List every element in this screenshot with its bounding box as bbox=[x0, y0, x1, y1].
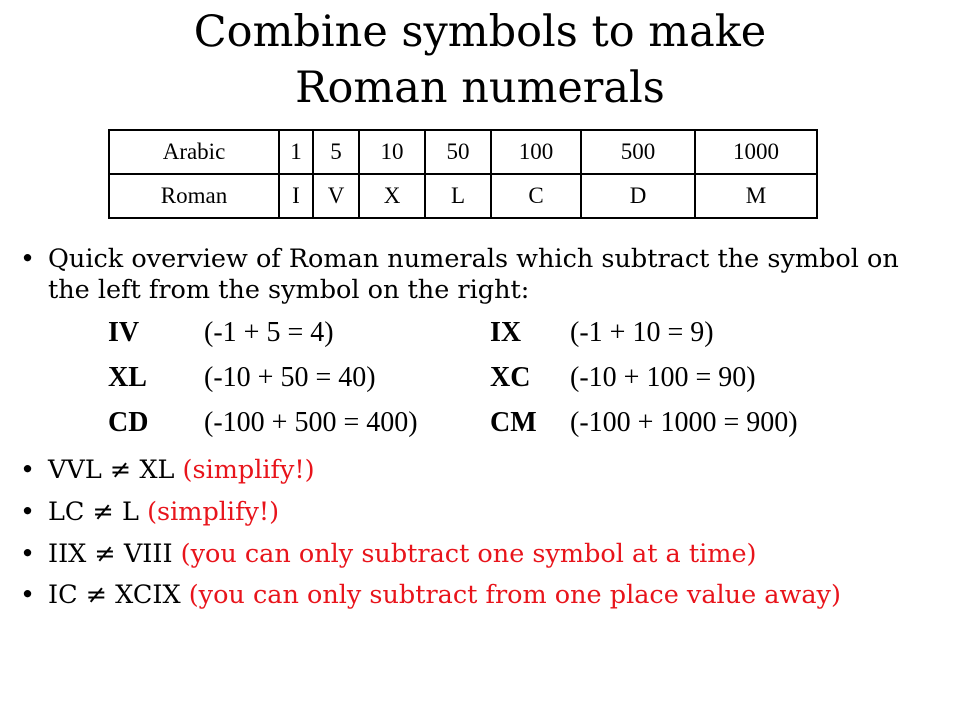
bullet-main-text: IC ≠ XCIX bbox=[48, 580, 181, 610]
bullet-item bbox=[18, 491, 948, 533]
table-cell: D bbox=[581, 174, 695, 218]
example-symbol: XL bbox=[108, 362, 147, 393]
slide-title-line-2: Roman numerals bbox=[295, 63, 665, 113]
example-expression: (-100 + 1000 = 900) bbox=[570, 407, 798, 438]
table-cell: 500 bbox=[581, 130, 695, 174]
example-expression: (-1 + 5 = 4) bbox=[204, 317, 334, 348]
subtraction-examples bbox=[108, 310, 948, 445]
bullet-main-text: IIX ≠ VIII bbox=[48, 539, 173, 569]
bullet-intro: • Quick overview of Roman numerals which subtract the symbol on the left from the symbol on the right: bbox=[18, 244, 948, 306]
example-expression: (-100 + 500 = 400) bbox=[204, 407, 418, 438]
example-symbol: CM bbox=[490, 407, 537, 438]
bullet-note: (simplify!) bbox=[147, 497, 280, 527]
table-cell: 50 bbox=[425, 130, 491, 174]
table-cell: C bbox=[491, 174, 581, 218]
table-cell: V bbox=[313, 174, 359, 218]
numeral-table bbox=[108, 129, 818, 219]
table-cell: 1 bbox=[279, 130, 313, 174]
table-row-roman bbox=[109, 174, 817, 218]
bullet-note: (you can only subtract from one place value away) bbox=[188, 580, 841, 610]
example-expression: (-10 + 100 = 90) bbox=[570, 362, 756, 393]
table-cell: 1000 bbox=[695, 130, 817, 174]
table-row-label: Roman bbox=[109, 174, 279, 218]
bullet-main-text: LC ≠ L bbox=[48, 497, 139, 527]
example-symbol: CD bbox=[108, 407, 149, 438]
bullet-note: (you can only subtract one symbol at a time) bbox=[180, 539, 757, 569]
example-expression: (-1 + 10 = 9) bbox=[570, 317, 714, 348]
example-symbol: XC bbox=[490, 362, 531, 393]
example-expression: (-10 + 50 = 40) bbox=[204, 362, 376, 393]
table-cell: L bbox=[425, 174, 491, 218]
bullet-item bbox=[18, 580, 948, 611]
example-symbol: IX bbox=[490, 317, 522, 348]
table-cell: X bbox=[359, 174, 425, 218]
table-cell: 5 bbox=[313, 130, 359, 174]
table-cell: 100 bbox=[491, 130, 581, 174]
slide-title-line-1: Combine symbols to make bbox=[193, 7, 767, 57]
table-cell: I bbox=[279, 174, 313, 218]
bullet-note: (simplify!) bbox=[182, 455, 315, 485]
table-row-arabic bbox=[109, 130, 817, 174]
bullet-list bbox=[18, 244, 948, 611]
slide-title bbox=[0, 4, 960, 116]
bullet-item bbox=[18, 449, 948, 491]
bullet-main-text: VVL ≠ XL bbox=[48, 455, 175, 485]
table-cell: M bbox=[695, 174, 817, 218]
example-symbol: IV bbox=[108, 317, 140, 348]
bullet-item bbox=[18, 533, 948, 575]
table-row-label: Arabic bbox=[109, 130, 279, 174]
table-cell: 10 bbox=[359, 130, 425, 174]
